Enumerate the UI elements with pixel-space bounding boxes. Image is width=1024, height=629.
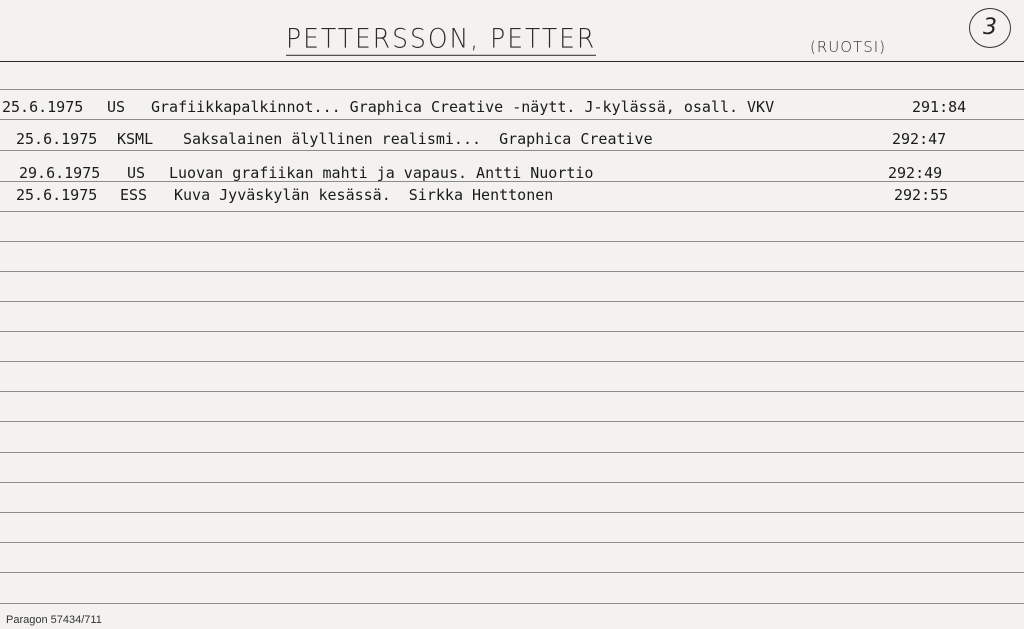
ruled-line [0, 119, 1024, 120]
ruled-line [0, 361, 1024, 362]
ruled-line [0, 482, 1024, 483]
ruled-line [0, 512, 1024, 513]
entry-text: Saksalainen älyllinen realismi... Graphica Creative [183, 130, 653, 148]
entry-ref: 292:49 [888, 164, 943, 182]
entry-ref: 291:84 [912, 98, 967, 116]
ruled-line [0, 89, 1024, 90]
entry-row [19, 163, 1019, 183]
ruled-line [0, 271, 1024, 272]
entry-ref: 292:47 [892, 130, 947, 148]
entry-date: 25.6.1975 [16, 186, 98, 204]
entry-text: Luovan grafiikan mahti ja vapaus. Antti Nuortio [169, 164, 594, 182]
entry-date: 29.6.1975 [19, 164, 101, 182]
entry-row [2, 97, 1002, 117]
heading-rule [0, 61, 1024, 62]
entry-ref: 292:55 [894, 186, 949, 204]
heading-name-text: PETTERSSON, PETTER [286, 23, 597, 54]
entry-date: 25.6.1975 [2, 98, 84, 116]
heading-underline [286, 55, 596, 56]
entry-text: Grafiikkapalkinnot... Graphica Creative -näytt. J-kylässä, osall. VKV [151, 98, 775, 116]
entry-source: KSML [117, 130, 154, 148]
ruled-line [0, 211, 1024, 212]
ruled-line [0, 603, 1024, 604]
ruled-line [0, 241, 1024, 242]
ruled-line [0, 542, 1024, 543]
ruled-line [0, 150, 1024, 151]
ruled-line [0, 331, 1024, 332]
printer-footer: Paragon 57434/711 [6, 614, 102, 626]
ruled-line [0, 391, 1024, 392]
ruled-line [0, 572, 1024, 573]
card-number-badge: 3 [969, 8, 1011, 48]
ruled-line [0, 301, 1024, 302]
ruled-line [0, 421, 1024, 422]
card-heading-note: (RUOTSI) [810, 38, 887, 56]
ruled-line [0, 452, 1024, 453]
entry-text: Kuva Jyväskylän kesässä. Sirkka Henttonen [174, 186, 554, 204]
entry-row [16, 185, 1016, 205]
entry-source: US [127, 164, 146, 182]
entry-source: ESS [120, 186, 148, 204]
entry-row [16, 129, 1016, 149]
card-heading-name [286, 23, 596, 53]
entry-date: 25.6.1975 [16, 130, 98, 148]
entry-source: US [107, 98, 126, 116]
